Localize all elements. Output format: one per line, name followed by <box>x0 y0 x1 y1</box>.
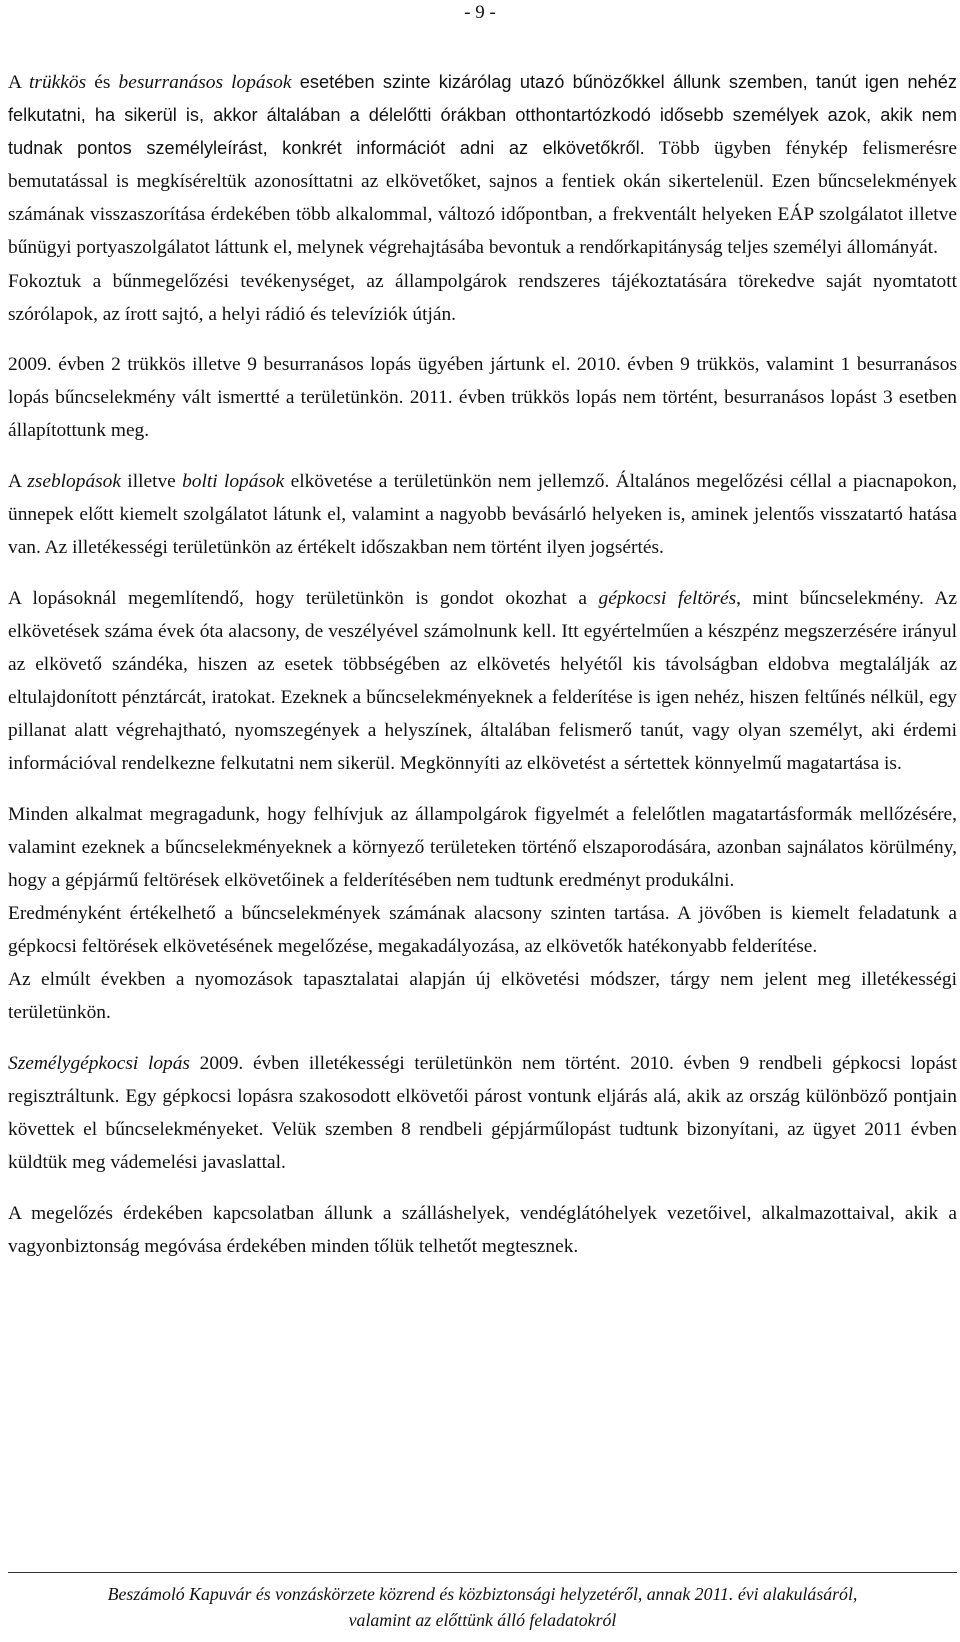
paragraph-gepkocsi-feltores <box>8 582 957 781</box>
footer-line: Beszámoló Kapuvár és vonzáskörzete közrend és közbiztonsági helyzetéről, annak 2011. évi alakulásáról, <box>107 1584 858 1604</box>
italic-term: gépkocsi feltörés <box>598 587 737 609</box>
text-span: elkövetése a területünkön nem jellemző. Általános megelőzési céllal a piacnapokon, ünnepek előtt kiemelt szolgálatot látunk el, valamint a nagyobb bevásárló helyeken is, aminek jelentős visszatartó hatása van. Az illetékességi területünkön az értékelt időszakban nem történt ilyen jogsértés. <box>8 471 957 559</box>
text-span: 2009. évben illetékességi területünkön nem történt. 2010. évben 9 rendbeli gépkocsi lopást regisztráltunk. Egy gépkocsi lopásra szakosodott elkövetői párost vontunk eljárás alá, akik az ország különböző pontjain követtek el bűncselekményeket. Velük szemben 8 rendbeli gépjárműlopást tudtunk bizonyítani, az ügyet 2011 évben küldtük meg vádemelési javaslattal. <box>8 1053 957 1174</box>
document-body <box>8 66 957 1263</box>
italic-term: bolti lopások <box>182 471 285 493</box>
text-span: Több ügyben fénykép felismerésre bemutatással is megkíséreltük azonosíttatni az elkövetőket, sajnos a fentiek okán sikertelenül. <box>8 138 957 193</box>
text-span: Ezen bűncselekmények számának visszaszorítása érdekében több alkalommal, változó időpontban, a frekventált helyeken EÁP szolgálatot illetve bűnügyi portyaszolgálatot láttunk el, melynek végrehajtásába bevontuk a rendőrkapitányság teljes személyi állományát. <box>8 171 957 259</box>
italic-term: besurranásos lopások <box>118 72 292 93</box>
paragraph-modszer: Az elmúlt években a nyomozások tapasztalatai alapján új elkövetési módszer, tárgy nem jelent meg illetékességi területünkön. <box>8 969 957 1024</box>
paragraph-eredmeny: Eredményként értékelhető a bűncselekmények számának alacsony szinten tartása. A jövőben is kiemelt feladatunk a gépkocsi feltörések elkövetésének megelőzése, megakadályozása, az elkövetők hatékonyabb felderítése. <box>8 903 957 958</box>
italic-term: Személygépkocsi lopás <box>8 1053 190 1075</box>
text-span: és <box>86 72 119 93</box>
footer-line: valamint az előttünk álló feladatokról <box>348 1610 617 1630</box>
italic-term: trükkös <box>29 72 87 93</box>
text-span: A lopásoknál megemlítendő, hogy területünkön is gondot okozhat a <box>8 587 599 609</box>
paragraph-zseblopasok <box>8 465 957 564</box>
paragraph-trukkos-besurranasos <box>8 66 957 265</box>
paragraph-szemelygepkocsi <box>8 1047 957 1179</box>
page-number: - 9 - <box>464 2 496 23</box>
text-span: illetve <box>120 471 183 493</box>
text-span: A <box>8 471 28 493</box>
text-span: esetében szinte kizárólag utazó bűnözőkkel állunk szemben, tanút igen nehéz felkutatni, ha sikerül is, akkor általában a délelőtti órákban otthontartózkodó idősebb személyek azok, akik nem tudnak pontos személyleírást, konkrét információt adni az elkövetőkről. <box>8 72 957 159</box>
paragraph-megelozes: A megelőzés érdekében kapcsolatban állunk a szálláshelyek, vendéglátóhelyek vezetőivel, alkalmazottaival, akik a vagyonbiztonság megóvása érdekében minden tőlük telhetőt megtesznek. <box>8 1202 957 1257</box>
page-footer <box>8 1572 957 1633</box>
paragraph-felhivas: Minden alkalmat megragadunk, hogy felhívjuk az állampolgárok figyelmét a felelőtlen magatartásformák mellőzésére, valamint ezeknek a bűncselekményeknek a környező területeken történő elszaporodására, azonban sajnálatos körülmény, hogy a gépjármű feltörések elkövetőinek a felderítésében nem tudtunk eredményt produkálni. <box>8 803 957 892</box>
paragraph-statistics: 2009. évben 2 trükkös illetve 9 besurranásos lopás ügyében jártunk el. 2010. évben 9 trükkös, valamint 1 besurranásos lopás bűncselekmény vált ismertté a területünkön. 2011. évben trükkös lopás nem történt, besurranásos lopást 3 esetben állapítottunk meg. <box>8 354 957 442</box>
text-span: , mint bűncselekmény. Az elkövetések száma évek óta alacsony, de veszélyével számolnunk kell. Itt egyértelműen a készpénz megszerzésére irányul az elkövető szándéka, hiszen az esetek többségében az elkövetés helyétől kis távolságban eldobva megtalálják az eltulajdonított pénztárcát, iratokat. Ezeknek a bűncselekményeknek a felderítése is igen nehéz, hiszen feltűnés nélkül, egy pillanat alatt végrehajtható, nyomszegények a helyszínek, általában felismerő tanút, vagy olyan személyt, aki érdemi információval rendelkezne felkutatni nem sikerül. Megkönnyíti az elkövetést a sértettek könnyelmű magatartása is. <box>8 587 958 775</box>
italic-term: zseblopások <box>27 471 121 493</box>
text-span: A <box>8 72 30 93</box>
paragraph-bunmegelozes: Fokoztuk a bűnmegelőzési tevékenységet, az állampolgárok rendszeres tájékoztatására törekedve saját nyomtatott szórólapok, az írott sajtó, a helyi rádió és televíziók útján. <box>8 270 957 325</box>
